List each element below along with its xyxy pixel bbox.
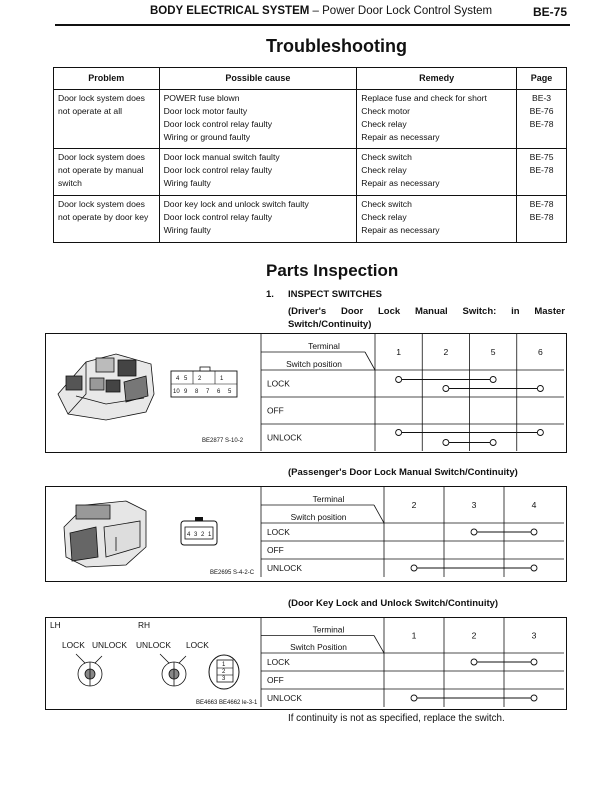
page-ref: BE-3 <box>531 93 552 103</box>
cause-item: Door lock manual switch faulty <box>163 152 280 162</box>
rh-lock-label: LOCK <box>186 640 209 650</box>
connector-pin-labels: 4 3 2 1 <box>187 532 212 538</box>
terminal-header: 3 <box>531 630 537 641</box>
driver-connector <box>171 367 237 397</box>
driver-continuity-table <box>261 334 564 451</box>
continuity-terminal-dot <box>443 440 449 446</box>
cause-item: Wiring or ground faulty <box>163 132 251 142</box>
position-off: OFF <box>267 545 284 555</box>
problem-cell: Door lock system does not operate at all <box>58 93 145 116</box>
table-row <box>54 90 567 149</box>
step-label: INSPECT SWITCHES <box>288 289 382 300</box>
position-unlock: UNLOCK <box>267 563 302 573</box>
rh-unlock-label: UNLOCK <box>136 640 171 650</box>
cause-item: Wiring faulty <box>163 178 211 188</box>
master-switch-illustration <box>58 354 154 420</box>
remedy-item: Check switch <box>361 152 412 162</box>
switch-position-label: Switch position <box>290 512 347 522</box>
remedy-item: Repair as necessary <box>361 225 440 235</box>
problem-cell: Door lock system does not operate by door key <box>58 199 149 222</box>
parts-inspection-title: Parts Inspection <box>266 261 399 280</box>
lh-label: LH <box>50 620 61 630</box>
position-unlock: UNLOCK <box>267 432 302 443</box>
remedy-item: Check relay <box>361 119 407 129</box>
continuity-terminal-dot <box>411 695 417 701</box>
cause-item: Door key lock and unlock switch faulty <box>163 199 309 209</box>
cause-item: Door lock control relay faulty <box>163 212 272 222</box>
rh-label: RH <box>138 620 151 630</box>
continuity-terminal-dot <box>531 565 537 571</box>
column-header-problem: Problem <box>54 68 160 90</box>
continuity-terminal-dot <box>537 386 543 392</box>
continuity-terminal-dot <box>490 377 496 383</box>
troubleshooting-table <box>53 67 567 243</box>
header-separator: – <box>309 5 323 17</box>
continuity-terminal-dot <box>531 529 537 535</box>
table-row <box>54 196 567 243</box>
rh-key-cylinder <box>160 654 186 686</box>
key-connector <box>209 655 239 689</box>
continuity-terminal-dot <box>471 659 477 665</box>
table-row <box>54 149 567 196</box>
position-off: OFF <box>267 675 284 685</box>
passenger-connector <box>181 517 217 545</box>
remedy-item: Repair as necessary <box>361 132 440 142</box>
remedy-item: Repair as necessary <box>361 178 440 188</box>
figure-code: BE2695 S-4-2-C <box>210 570 255 576</box>
terminal-header: 4 <box>531 500 537 510</box>
passenger-switch-diagram <box>46 487 564 579</box>
figure-code: BE4663 BE4662 le-3-1 <box>196 700 258 706</box>
step-number: 1. <box>266 289 274 300</box>
continuity-terminal-dot <box>396 377 402 383</box>
lh-key-cylinder <box>76 654 102 686</box>
problem-cell: Door lock system does not operate by manual switch <box>58 152 145 188</box>
cause-item: POWER fuse blown <box>163 93 240 103</box>
remedy-item: Check relay <box>361 165 407 175</box>
page-ref: BE-75 <box>529 152 554 162</box>
position-lock: LOCK <box>267 378 290 389</box>
remedy-item: Check relay <box>361 212 407 222</box>
continuity-terminal-dot <box>531 659 537 665</box>
terminal-header: 2 <box>471 630 477 641</box>
continuity-terminal-dot <box>490 440 496 446</box>
page-ref: BE-76 <box>529 106 554 116</box>
terminal-header: 5 <box>490 347 496 357</box>
terminal-header: 1 <box>396 347 402 357</box>
running-header <box>150 5 492 17</box>
connector-pin-labels: 4 5 2 1 <box>176 376 224 382</box>
passenger-continuity-table <box>261 487 564 577</box>
remedy-item: Replace fuse and check for short <box>361 93 487 103</box>
passenger-switch-subtitle: (Passenger's Door Lock Manual Switch/Continuity) <box>288 467 518 478</box>
continuity-terminal-dot <box>537 430 543 436</box>
table-header-row <box>54 68 567 90</box>
key-switch-diagram <box>46 618 564 707</box>
troubleshooting-title: Troubleshooting <box>266 36 407 56</box>
cause-item: Door lock control relay faulty <box>163 165 272 175</box>
key-continuity-table <box>261 618 564 707</box>
page-number: BE-75 <box>533 5 568 19</box>
switch-position-label: Switch Position <box>290 642 347 652</box>
driver-switch-diagram <box>46 334 564 450</box>
cause-item: Door lock control relay faulty <box>163 119 272 129</box>
connector-pin-labels: 1 2 3 <box>222 662 226 682</box>
continuity-terminal-dot <box>396 430 402 436</box>
terminal-header: 3 <box>471 500 477 510</box>
terminal-label: Terminal <box>308 341 340 351</box>
page-ref: BE-78 <box>529 165 554 175</box>
passenger-switch-illustration <box>64 501 146 567</box>
page-ref: BE-78 <box>529 199 554 209</box>
lh-lock-label: LOCK <box>62 640 85 650</box>
column-header-remedy: Remedy <box>357 68 517 90</box>
cause-item: Door lock motor faulty <box>163 106 248 116</box>
switch-position-label: Switch position <box>286 359 342 369</box>
page-ref: BE-78 <box>529 212 554 222</box>
terminal-header: 2 <box>411 500 417 510</box>
continuity-terminal-dot <box>443 386 449 392</box>
position-lock: LOCK <box>267 527 290 537</box>
connector-pin-labels: 10 9 8 7 6 5 <box>173 389 232 395</box>
cause-item: Wiring faulty <box>163 225 211 235</box>
figure-code: BE2877 S-10-2 <box>202 438 244 444</box>
position-lock: LOCK <box>267 657 290 667</box>
remedy-item: Check switch <box>361 199 412 209</box>
key-switch-subtitle: (Door Key Lock and Unlock Switch/Continuity) <box>288 598 499 609</box>
replace-note: If continuity is not as specified, replace the switch. <box>288 713 505 724</box>
terminal-header: 1 <box>411 630 417 641</box>
terminal-label: Terminal <box>312 624 345 635</box>
lh-unlock-label: UNLOCK <box>92 640 127 650</box>
position-off: OFF <box>267 405 284 416</box>
terminal-header: 2 <box>443 347 449 357</box>
terminal-label: Terminal <box>312 494 345 504</box>
section-title: BODY ELECTRICAL SYSTEM <box>150 5 310 17</box>
column-header-page: Page <box>517 68 567 90</box>
subsection-title: Power Door Lock Control System <box>322 5 493 17</box>
column-header-cause: Possible cause <box>159 68 357 90</box>
continuity-terminal-dot <box>531 695 537 701</box>
terminal-header: 6 <box>537 347 543 357</box>
continuity-terminal-dot <box>411 565 417 571</box>
remedy-item: Check motor <box>361 106 410 116</box>
driver-switch-subtitle: (Driver's Door Lock Manual Switch: in Master Switch/Continuity) <box>288 306 565 330</box>
continuity-terminal-dot <box>471 529 477 535</box>
position-unlock: UNLOCK <box>267 693 302 703</box>
page-ref: BE-78 <box>529 119 554 129</box>
